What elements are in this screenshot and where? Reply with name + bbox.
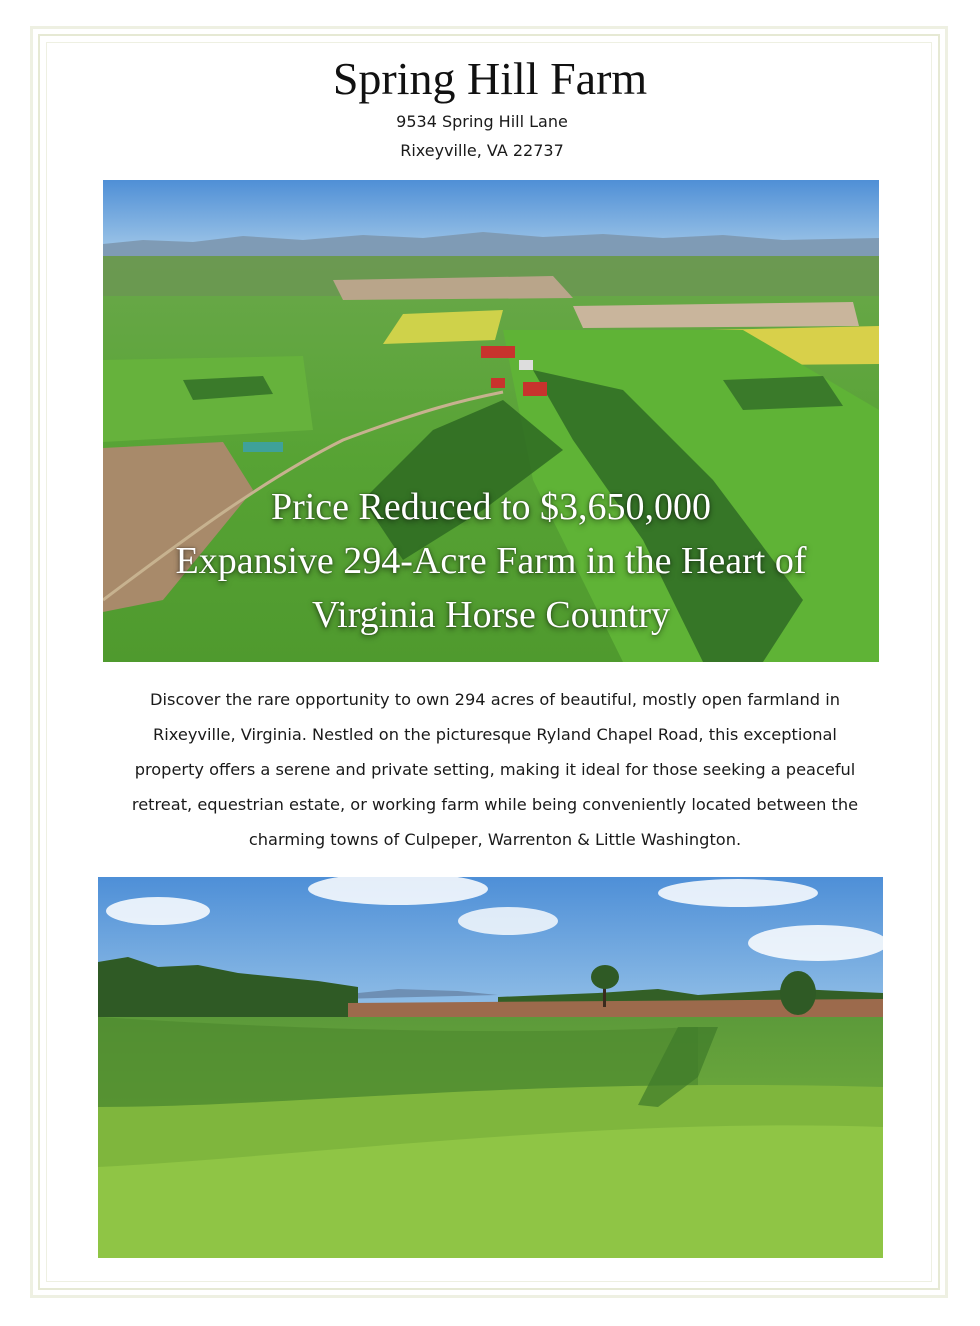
address-street: 9534 Spring Hill Lane <box>396 112 568 131</box>
description-line-5: charming towns of Culpeper, Warrenton & Little Washington. <box>248 830 742 849</box>
field-landscape-photo <box>98 877 883 1258</box>
hero-headline <box>103 480 879 642</box>
property-description <box>110 682 880 857</box>
hero-tagline-line2: Virginia Horse Country <box>312 594 670 636</box>
description-line-3: property offers a serene and private setting, making it ideal for those seeking a peaceful <box>134 760 856 779</box>
hero-price-line: Price Reduced to $3,650,000 <box>270 486 712 528</box>
description-line-1: Discover the rare opportunity to own 294 acres of beautiful, mostly open farmland in <box>150 690 840 709</box>
rolling-field-image <box>98 877 883 1258</box>
hero-aerial-photo <box>103 180 879 662</box>
description-line-4: retreat, equestrian estate, or working farm while being conveniently located between the <box>131 795 859 814</box>
address-city-state-zip: Rixeyville, VA 22737 <box>400 141 564 160</box>
hero-tagline-line1: Expansive 294-Acre Farm in the Heart of <box>175 540 807 582</box>
description-line-2: Rixeyville, Virginia. Nestled on the picturesque Ryland Chapel Road, this exceptional <box>153 725 837 744</box>
page-title: Spring Hill Farm <box>332 53 648 104</box>
